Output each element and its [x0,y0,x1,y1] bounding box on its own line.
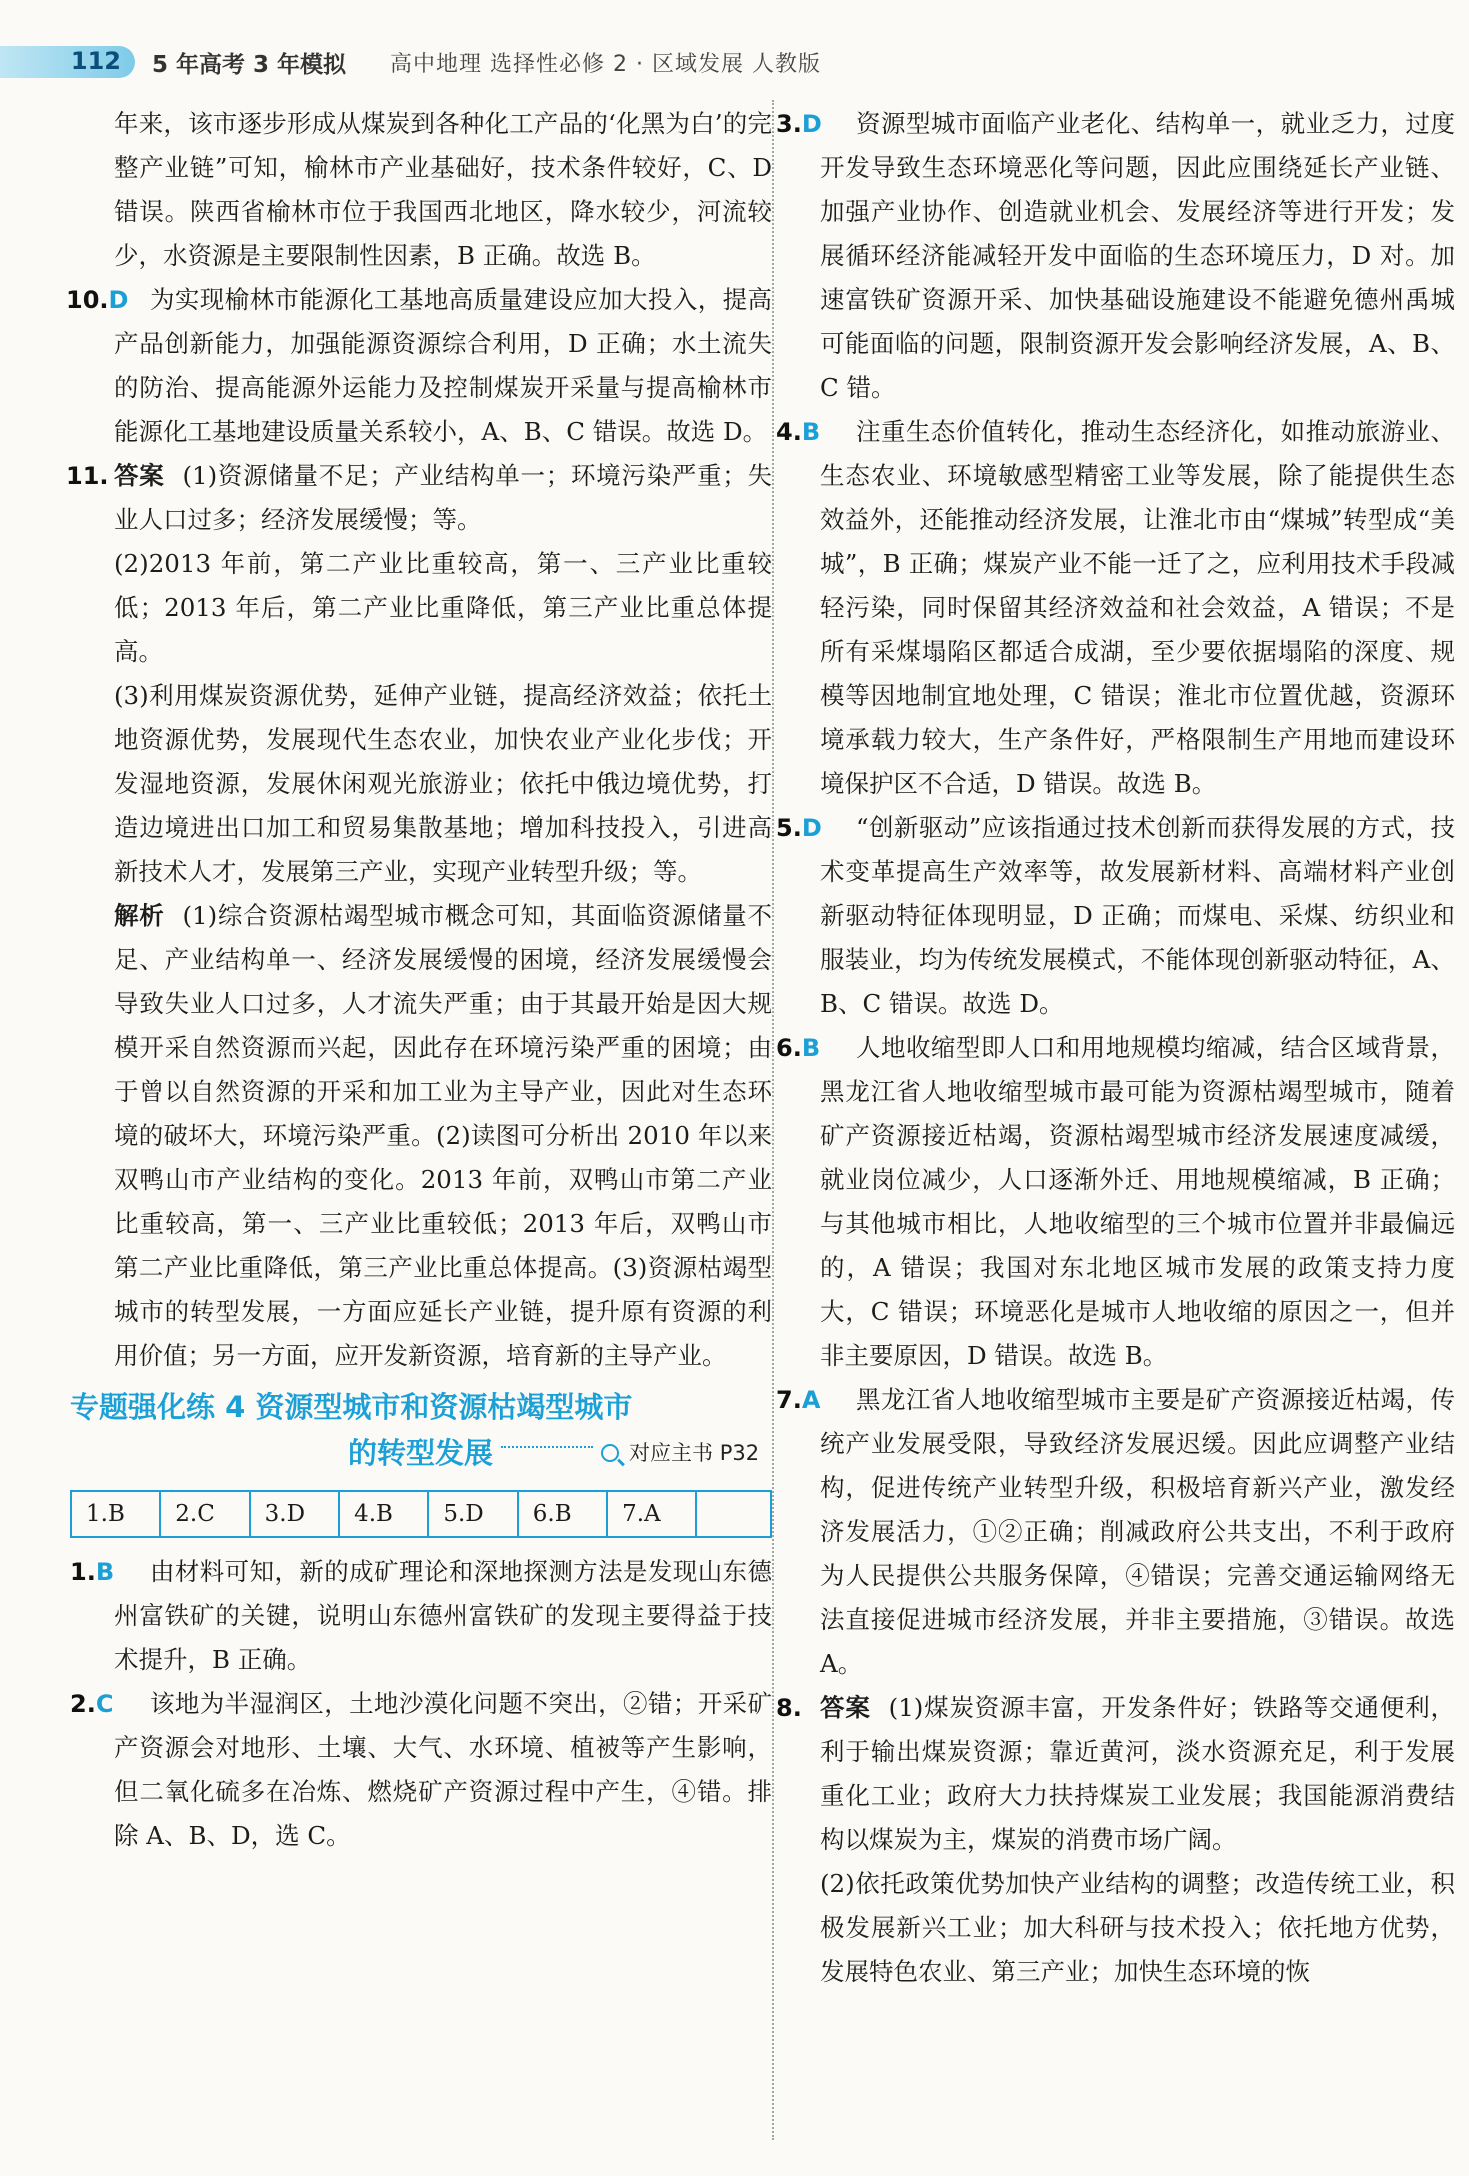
solution-8 [776,1686,1456,1994]
column-divider [772,100,774,2140]
question-number: 10.D [66,286,129,314]
answer-part-3: (3)利用煤炭资源优势，延伸产业链，提高经济效益；依托土地资源优势，发展现代生态农业，加快农业产业化步伐；开发湿地资源，发展休闲观光旅游业；依托中俄边境优势，打造边境进出口加工和贸易集散基地；增加科技投入，引进高新技术人才，发展第三产业，实现产业转型升级；等。 [114,681,772,886]
question-11 [66,454,773,1378]
solution-1 [70,1550,772,1682]
solution-text: 注重生态价值转化，推动生态经济化，如推动旅游业、生态农业、环境敏感型精密工业等发展，除了能提供生态效益外，还能推动经济发展，让淮北市由“煤城”转型成“美城”，B 正确；煤炭产业不能一迁了之，应利用技术手段减轻污染，同时保留其经济效益和社会效益，A 错误；不是所有采煤塌陷区都适合成湖，至少要依据塌陷的深度、规模等因地制宜地处理，C 错误；淮北市位置优越，资源环境承载力较大，生产条件好，严格限制生产用地而建设环境保护区不合适，D 错误。故选 B。 [820,417,1455,798]
answer-key-cell: 1.B [71,1491,160,1537]
leader-dots [501,1446,593,1448]
solution-text: 由材料可知，新的成矿理论和深地探测方法是发现山东德州富铁矿的关键，说明山东德州富铁矿的发现主要得益于技术提升，B 正确。 [114,1557,772,1674]
question-number: 11. [66,462,109,490]
question-number: 5.D [776,814,822,842]
page-header [0,0,1469,84]
answer-label: 答案 [820,1693,871,1722]
question-explanation: 为实现榆林市能源化工基地高质量建设应加大投入，提高产品创新能力，加强能源资源综合利用，D 正确；水土流失的防治、提高能源外运能力及控制煤炭开采量与提高榆林市能源化工基地建设质量关系较小，A、B、C 错误。故选 D。 [114,285,772,446]
solution-2 [70,1682,772,1858]
question-number: 1.B [70,1558,115,1586]
question-number: 8. [776,1694,802,1722]
answer-part-1: (1)煤炭资源丰富，开发条件好；铁路等交通便利，利于输出煤炭资源；靠近黄河，淡水资源充足，利于发展重化工业；政府大力扶持煤炭工业发展；我国能源消费结构以煤炭为主，煤炭的消费市场广阔。 [820,1693,1456,1854]
book-meta: 高中地理 选择性必修 2 · 区域发展 人教版 [390,52,821,77]
magnifier-icon [601,1444,619,1462]
answer-key-cell: 2.C [160,1491,249,1537]
solution-text: 该地为半湿润区，土地沙漠化问题不突出，②错；开采矿产资源会对地形、土壤、大气、水环境、植被等产生影响，但二氧化硫多在冶炼、燃烧矿产资源过程中产生，④错。排除 A、B、D，选 C。 [114,1689,772,1850]
section-title: 专题强化练 4 资源型城市和资源枯竭型城市 [70,1390,633,1424]
question-number: 7.A [776,1386,821,1414]
solution-text: 人地收缩型即人口和用地规模均缩减，结合区域背景，黑龙江省人地收缩型城市最可能为资源枯竭型城市，随着矿产资源接近枯竭，资源枯竭型城市经济发展速度减缓，就业岗位减少，人口逐渐外迁、用地规模缩减，B 正确；与其他城市相比，人地收缩型的三个城市位置并非最偏远的，A 错误；我国对东北地区城市发展的政策支持力度大，C 错误；环境恶化是城市人地收缩的原因之一，但并非主要原因，D 错误。故选 B。 [820,1033,1455,1370]
question-number: 4.B [776,418,821,446]
left-column [66,102,773,1858]
page-number: 112 [70,47,121,75]
right-column [776,102,1456,1994]
question-number: 2.C [70,1690,114,1718]
solution-6 [776,1026,1455,1378]
continued-explanation: 年来，该市逐步形成从煤炭到各种化工产品的‘化黑为白’的完整产业链”可知，榆林市产业基础好，技术条件较好，C、D 错误。陕西省榆林市位于我国西北地区，降水较少，河流较少，水资源是主要限制性因素，B 正确。故选 B。 [114,109,772,270]
answer-part-2: (2)2013 年前，第二产业比重较高，第一、三产业比重较低；2013 年后，第二产业比重降低，第三产业比重总体提高。 [114,549,772,666]
question-number: 6.B [776,1034,821,1062]
answer-key-cell: 6.B [518,1491,607,1537]
solution-4 [776,410,1455,806]
solution-7 [776,1378,1455,1686]
answer-key-table [70,1490,772,1538]
solution-5 [776,806,1455,1026]
page-number-tab [0,46,135,78]
answer-key-cell: 4.B [339,1491,428,1537]
solution-text: “创新驱动”应该指通过技术创新而获得发展的方式，技术变革提高生产效率等，故发展新材料、高端材料产业创新驱动特征体现明显，D 正确；而煤电、采煤、纺织业和服装业，均为传统发展模式，不能体现创新驱动特征，A、B、C 错误。故选 D。 [820,813,1455,1018]
solution-text: 资源型城市面临产业老化、结构单一，就业乏力，过度开发导致生态环境恶化等问题，因此应围绕延长产业链、加强产业协作、创造就业机会、发展经济等进行开发；发展循环经济能减轻开发中面临的生态环境压力，D 对。加速富铁矿资源开采、加快基础设施建设不能避免德州禹城可能面临的问题，限制资源开发会影响经济发展，A、B、C 错。 [820,109,1455,402]
answer-label: 答案 [114,461,165,490]
answer-key-cell: 3.D [250,1491,339,1537]
answer-key-cell: 7.A [607,1491,696,1537]
explanation-text: (1)综合资源枯竭型城市概念可知，其面临资源储量不足、产业结构单一、经济发展缓慢的困境，经济发展缓慢会导致失业人口过多，人才流失严重；由于其最开始是因大规模开采自然资源而兴起，因此存在环境污染严重的困境；由于曾以自然资源的开采和加工业为主导产业，因此对生态环境的破坏大，环境污染严重。(2)读图可分析出 2010 年以来双鸭山市产业结构的变化。2013 年前，双鸭山市第二产业比重较高，第一、三产业比重较低；2013 年后，双鸭山市第二产业比重降低，第三产业比重总体提高。(3)资源枯竭型城市的转型发展，一方面应延长产业链，提升原有资源的利用价值；另一方面，应开发新资源，培育新的主导产业。 [114,901,773,1370]
answer-key-cell: 5.D [428,1491,517,1537]
answer-key-cell [696,1491,771,1537]
answer-part-1: (1)资源储量不足；产业结构单一；环境污染严重；失业人口过多；经济发展缓慢；等。 [114,461,773,534]
book-title: 5 年高考 3 年模拟 [152,52,347,78]
section-title-line2: 的转型发展 对应主书 P32 [348,1430,772,1476]
question-number: 3.D [776,110,822,138]
main-book-reference: 对应主书 P32 [601,1430,759,1476]
explanation-label: 解析 [114,901,165,930]
solution-3 [776,102,1455,410]
answer-part-2: (2)依托政策优势加快产业结构的调整；改造传统工业，积极发展新兴工业；加大科研与技术投入；依托地方优势，发展特色农业、第三产业；加快生态环境的恢 [820,1869,1455,1986]
question-10 [66,278,772,454]
solution-text: 黑龙江省人地收缩型城市主要是矿产资源接近枯竭，传统产业发展受限，导致经济发展迟缓。因此应调整产业结构，促进传统产业转型升级，积极培育新兴产业，激发经济发展活力，①②正确；削减政府公共支出，不利于政府为人民提供公共服务保障，④错误；完善交通运输网络无法直接促进城市经济发展，并非主要措施，③错误。故选 A。 [820,1385,1455,1678]
